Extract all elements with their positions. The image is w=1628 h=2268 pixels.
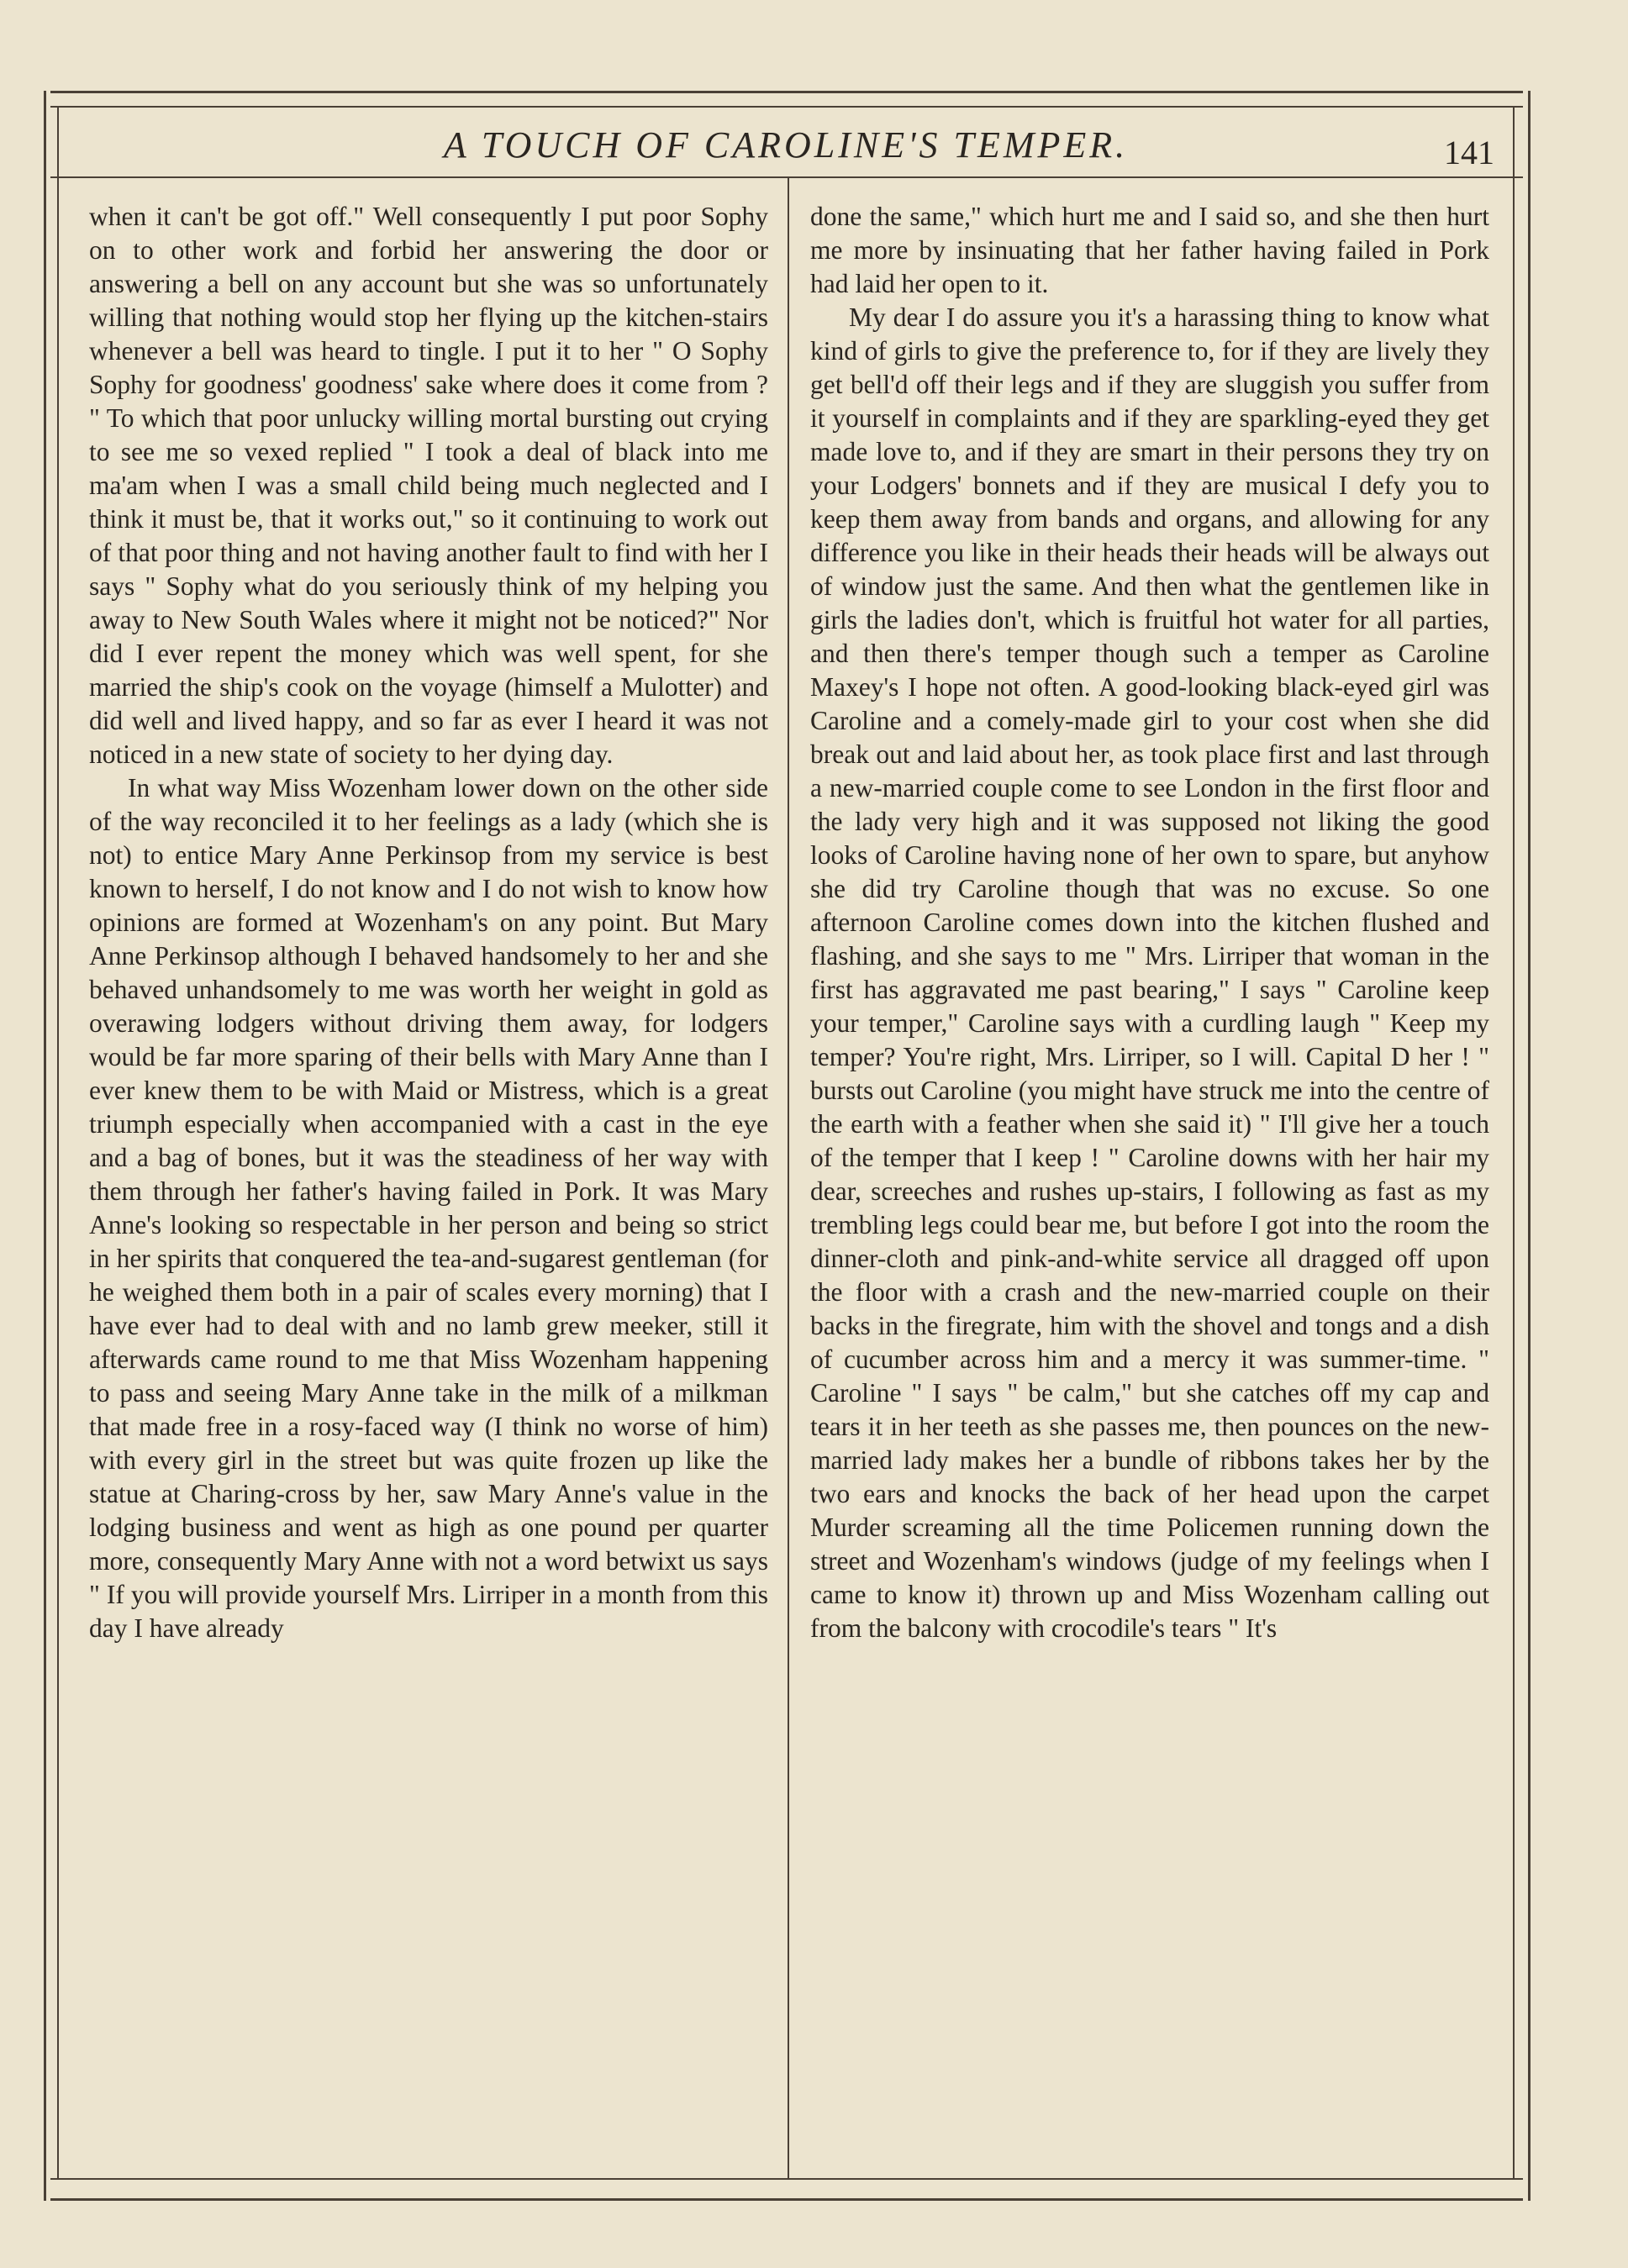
bottom-inner-rule <box>50 2178 1523 2180</box>
running-title: A TOUCH OF CAROLINE'S TEMPER. <box>443 124 1129 166</box>
paragraph: done the same," which hurt me and I said so, and she then hurt me more by insinuating that her father having failed in Pork had laid her open to it. <box>810 202 1489 298</box>
left-outer-rule <box>44 91 46 2201</box>
paragraph: when it can't be got off." Well consequently I put poor Sophy on to other work and forbid her answering the door or answering a bell on any account but she was so unfortunately willing that nothing would stop her flying up the kitchen-stairs whenever a bell was heard to tingle. I put it to her " O Sophy Sophy for goodness' goodness' sake where does it come from ? " To which that poor unlucky willing mortal bursting out crying to see me so vexed replied " I took a deal of black into me ma'am when I was a small child being much neglected and I think it must be, that it works out," so it continuing to work out of that poor thing and not having another fault to find with her I says " Sophy what do you seriously think of my helping you away to New South Wales where it might not be noticed?" Nor did I ever repent the money which was well spent, for she married the ship's cook on the voyage (himself a Mulotter) and did well and lived happy, and so far as ever I heard it was not noticed in a new state of society to her dying day. <box>89 202 768 769</box>
right-outer-rule <box>1528 91 1531 2201</box>
right-inner-rule <box>1513 106 1515 2180</box>
top-outer-rule <box>50 91 1523 93</box>
left-inner-rule <box>57 106 59 2180</box>
right-column <box>810 200 1489 1645</box>
column-divider-rule <box>788 178 789 2178</box>
paragraph: My dear I do assure you it's a harassing thing to know what kind of girls to give the preference to, for if they are lively they get bell'd off their legs and if they are sluggish you suffer from it yourself in complaints and if they are sparkling-eyed they get made love to, and if they are smart in their persons they try on your Lodgers' bonnets and if they are musical I defy you to keep them away from bands and organs, and allowing for any difference you like in their heads their heads will be always out of window just the same. And then what the gentlemen like in girls the ladies don't, which is fruitful hot water for all parties, and then there's temper though such a temper as Caroline Maxey's I hope not often. A good-looking black-eyed girl was Caroline and a comely-made girl to your cost when she did break out and laid about her, as took place first and last through a new-married couple come to see London in the first floor and the lady very high and it was supposed not liking the good looks of Caroline having none of her own to spare, but anyhow she did try Caroline though that was no excuse. So one afternoon Caroline comes down into the kitchen flushed and flashing, and she says to me " Mrs. Lirriper that woman in the first has aggravated me past bearing," I says " Caroline keep your temper," Caroline says with a curdling laugh " Keep my temper? You're right, Mrs. Lirriper, so I will. Capital D her ! " bursts out Caroline (you might have struck me into the centre of the earth with a feather when she said it) " I'll give her a touch of the temper that I keep ! " Caroline downs with her hair my dear, screeches and rushes up-stairs, I following as fast as my trembling legs could bear me, but before I got into the room the dinner-cloth and pink-and-white service all dragged off upon the floor with a crash and the new-married couple on their backs in the firegrate, him with the shovel and tongs and a dish of cucumber across him and a mercy it was summer-time. " Caroline " I says " be calm," but she catches off my cap and tears it in her teeth as she passes me, then pounces on the new-married lady makes her a bundle of ribbons takes her by the two ears and knocks the back of her head upon the carpet Murder screaming all the time Policemen running down the street and Wozenham's windows (judge of my feelings when I came to know it) thrown up and Miss Wozenham calling out from the balcony with crocodile's tears " It's <box>810 303 1489 1643</box>
left-column <box>89 200 768 1645</box>
top-inner-rule <box>50 106 1523 108</box>
paragraph: In what way Miss Wozenham lower down on the other side of the way reconciled it to her feelings as a lady (which she is not) to entice Mary Anne Perkinsop from my service is best known to herself, I do not know and I do not wish to know how opinions are formed at Wozenham's on any point. But Mary Anne Perkinsop although I behaved handsomely to her and she behaved unhandsomely to me was worth her weight in gold as overawing lodgers without driving them away, for lodgers would be far more sparing of their bells with Mary Anne than I ever knew them to be with Maid or Mistress, which is a great triumph especially when accompanied with a cast in the eye and a bag of bones, but it was the steadiness of her way with them through her father's having failed in Pork. It was Mary Anne's looking so respectable in her person and being so strict in her spirits that conquered the tea-and-sugarest gentleman (for he weighed them both in a pair of scales every morning) that I have ever had to deal with and no lamb grew meeker, still it afterwards came round to me that Miss Wozenham happening to pass and seeing Mary Anne take in the milk of a milkman that made free in a rosy-faced way (I think no worse of him) with every girl in the street but was quite frozen up like the statue at Charing-cross by her, saw Mary Anne's value in the lodging business and went as high as one pound per quarter more, consequently Mary Anne with not a word betwixt us says " If you will provide yourself Mrs. Lirriper in a month from this day I have already <box>89 773 768 1643</box>
page-number: 141 <box>1444 134 1494 171</box>
bottom-outer-rule <box>50 2198 1523 2201</box>
header-bottom-rule <box>50 176 1523 178</box>
